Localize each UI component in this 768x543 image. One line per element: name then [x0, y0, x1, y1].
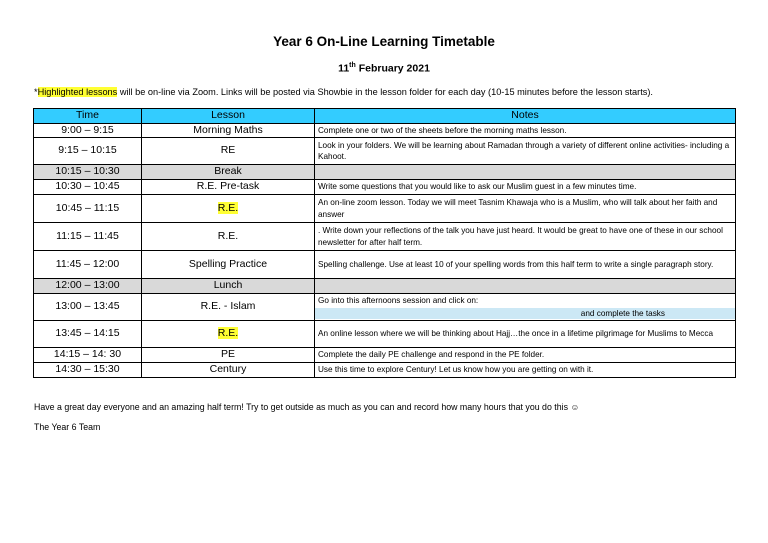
- date-rest: February 2021: [358, 62, 430, 75]
- note-text: will be on-line via Zoom. Links will be posted via Showbie in the lesson folder for each day (10-15 minutes before the lesson starts).: [117, 87, 653, 97]
- footer-message: Have a great day everyone and an amazing half term! Try to get outside as much as you can and record how many hours that you do this ☺: [34, 402, 580, 412]
- time-cell: 10:15 – 10:30: [34, 165, 142, 180]
- notes-cell: [315, 165, 736, 180]
- notes-cell: Spelling challenge. Use at least 10 of your spelling words from this half term to write a single paragraph story.: [315, 251, 736, 279]
- notes-cell: Use this time to explore Century! Let us know how you are getting on with it.: [315, 363, 736, 378]
- time-cell: 13:00 – 13:45: [34, 294, 142, 321]
- lesson-cell: Century: [142, 363, 315, 378]
- time-cell: 10:30 – 10:45: [34, 180, 142, 195]
- notes-cell: Complete one or two of the sheets before the morning maths lesson.: [315, 124, 736, 138]
- time-cell: 9:15 – 10:15: [34, 138, 142, 165]
- table-header-row: [34, 109, 736, 124]
- footer-signature: The Year 6 Team: [34, 422, 101, 432]
- notes-cell: [315, 279, 736, 294]
- time-cell: 14:30 – 15:30: [34, 363, 142, 378]
- table-row: [34, 165, 736, 180]
- date-line: [0, 62, 768, 75]
- table-row: [34, 180, 736, 195]
- table-row: [34, 279, 736, 294]
- table-row: [34, 348, 736, 363]
- header-time: Time: [34, 109, 142, 124]
- time-cell: 13:45 – 14:15: [34, 321, 142, 348]
- note-star: *: [34, 87, 38, 97]
- notes-text: Go into this afternoons session and click on:: [318, 296, 479, 305]
- notes-cell: . Write down your reflections of the talk you have just heard. It would be great to have one of these in our school newsletter for after half term.: [315, 223, 736, 251]
- lesson-highlight: R.E.: [217, 327, 239, 340]
- lesson-cell: RE: [142, 138, 315, 165]
- header-notes: Notes: [315, 109, 736, 124]
- lesson-cell: PE: [142, 348, 315, 363]
- lesson-cell: Spelling Practice: [142, 251, 315, 279]
- lesson-cell: [142, 195, 315, 223]
- table-row: [34, 195, 736, 223]
- lesson-cell: R.E. Pre-task: [142, 180, 315, 195]
- lesson-cell: Lunch: [142, 279, 315, 294]
- time-cell: 11:15 – 11:45: [34, 223, 142, 251]
- notes-cell: Write some questions that you would like to ask our Muslim guest in a few minutes time.: [315, 180, 736, 195]
- time-cell: 9:00 – 9:15: [34, 124, 142, 138]
- notes-cell: Complete the daily PE challenge and respond in the PE folder.: [315, 348, 736, 363]
- table-row: [34, 138, 736, 165]
- date-day: 11: [338, 62, 350, 75]
- time-cell: 14:15 – 14: 30: [34, 348, 142, 363]
- lesson-cell: Morning Maths: [142, 124, 315, 138]
- table-row: [34, 124, 736, 138]
- lesson-cell: R.E. - Islam: [142, 294, 315, 321]
- date-suffix: th: [349, 62, 356, 69]
- table-row: [34, 363, 736, 378]
- table-row: [34, 321, 736, 348]
- lesson-cell: Break: [142, 165, 315, 180]
- lesson-cell: [142, 321, 315, 348]
- zoom-note: [34, 87, 653, 97]
- notes-cell: [315, 294, 736, 321]
- session-link-bar[interactable]: and complete the tasks: [315, 308, 735, 320]
- page-title: Year 6 On-Line Learning Timetable: [273, 34, 495, 49]
- notes-cell: Look in your folders. We will be learning about Ramadan through a variety of different online activities- including a Kahoot.: [315, 138, 736, 165]
- table-row: [34, 294, 736, 321]
- time-cell: 12:00 – 13:00: [34, 279, 142, 294]
- table-row: [34, 223, 736, 251]
- lesson-highlight: R.E.: [217, 201, 239, 214]
- notes-cell: An on-line zoom lesson. Today we will meet Tasnim Khawaja who is a Muslim, who will talk about her faith and answer: [315, 195, 736, 223]
- table-row: [34, 251, 736, 279]
- time-cell: 11:45 – 12:00: [34, 251, 142, 279]
- header-lesson: Lesson: [142, 109, 315, 124]
- highlighted-lessons-label: Highlighted lessons: [37, 87, 118, 97]
- timetable: [33, 108, 736, 378]
- time-cell: 10:45 – 11:15: [34, 195, 142, 223]
- lesson-cell: R.E.: [142, 223, 315, 251]
- notes-cell: An online lesson where we will be thinking about Hajj…the once in a lifetime pilgrimage for Muslims to Mecca: [315, 321, 736, 348]
